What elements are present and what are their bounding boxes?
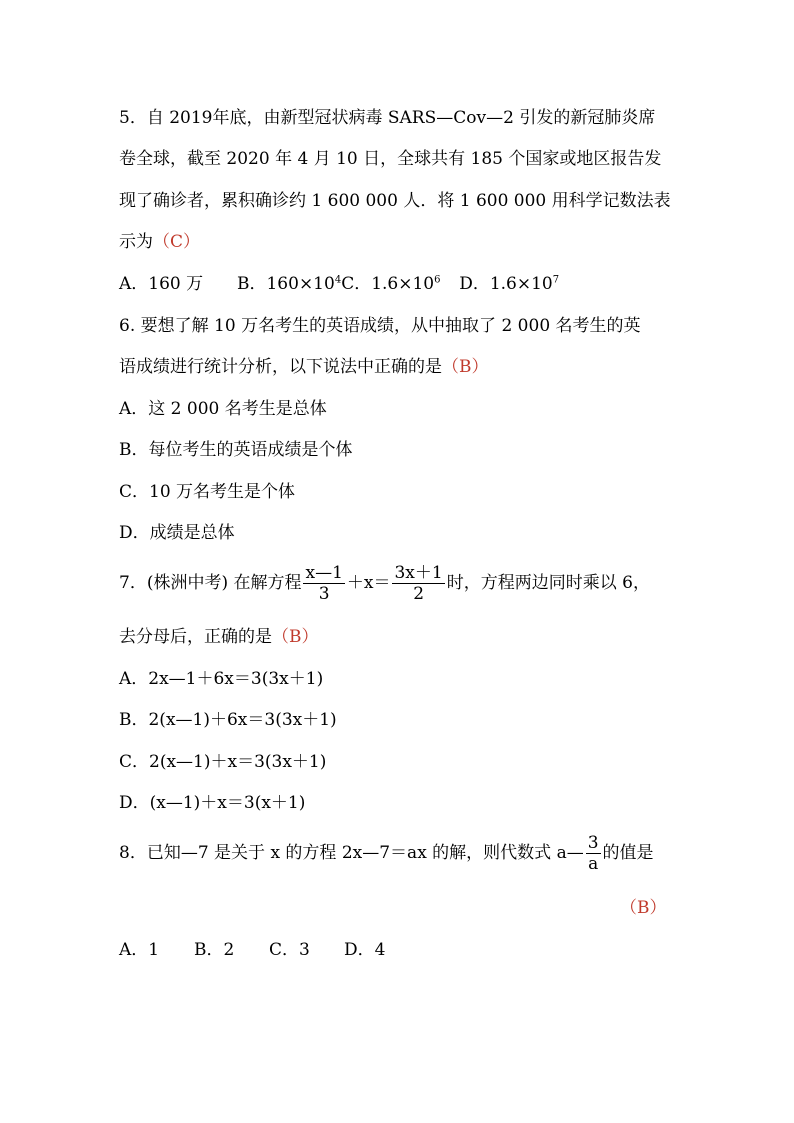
q7-option-b: B．2(x—1)＋6x＝3(3x＋1) <box>119 710 337 730</box>
q6-stem-end: 语成绩进行统计分析，以下说法中正确的是 <box>119 357 442 377</box>
q8-option-d: D．4 <box>344 940 386 960</box>
q8-options <box>119 938 385 962</box>
q7-fraction-2 <box>392 563 444 604</box>
q6-answer: （B） <box>442 357 489 377</box>
q6-option-a: A．这 2 000 名考生是总体 <box>119 399 327 419</box>
q6-line-1: 6. 要想了解 10 万名考生的英语成绩，从中抽取了 2 000 名考生的英 <box>119 316 641 336</box>
q5-option-b-exponent: 4 <box>334 274 342 286</box>
q8-fraction <box>586 833 601 874</box>
q8-option-b: B．2 <box>194 940 235 960</box>
q7-fraction-1-numerator: x—1 <box>305 563 343 583</box>
q5-option-d-base: D．1.6×10 <box>459 274 553 294</box>
q5-option-d-exponent: 7 <box>552 274 560 286</box>
q8-option-c: C．3 <box>269 940 310 960</box>
q5-option-c-exponent: 6 <box>434 274 441 286</box>
q5-option-c-base: C．1.6×10 <box>341 274 435 294</box>
q6-line-2 <box>119 355 489 379</box>
q7-stem-tail: 去分母后，正确的是 <box>119 627 272 647</box>
q8-stem-start: 8．已知—7 是关于 x 的方程 2x—7＝ax 的解，则代数式 a— <box>119 843 584 863</box>
q7-answer: （B） <box>272 627 319 647</box>
q6-option-d: D．成绩是总体 <box>119 523 235 543</box>
q7-option-d: D．(x—1)＋x＝3(x＋1) <box>119 793 306 813</box>
q7-fraction-2-numerator: 3x＋1 <box>394 563 443 583</box>
q7-fraction-1 <box>303 563 344 604</box>
q8-answer: （B） <box>620 898 667 918</box>
q7-stem-end: 时，方程两边同时乘以 6， <box>446 573 650 593</box>
q8-stem-end: 的值是 <box>602 843 654 863</box>
q7-stem-start: 7．(株洲中考) 在解方程 <box>119 573 302 593</box>
q5-answer: （C） <box>153 232 201 252</box>
q5-option-b-base: B．160×10 <box>237 274 335 294</box>
q5-line-3: 现了确诊者，累积确诊约 1 600 000 人．将 1 600 000 用科学记数法表 <box>119 191 671 211</box>
q5-option-a: A．160 万 <box>119 274 204 294</box>
q8-option-a: A．1 <box>119 940 160 960</box>
q7-line-1 <box>119 563 650 604</box>
q5-line-4 <box>119 230 200 254</box>
q6-option-c: C．10 万名考生是个体 <box>119 482 296 502</box>
q5-option-b <box>237 272 341 296</box>
q8-line-1 <box>119 833 654 874</box>
q5-option-d <box>459 272 559 296</box>
q5-option-c <box>341 272 459 296</box>
q7-option-a: A．2x—1＋6x＝3(3x＋1) <box>119 669 324 689</box>
q6-option-b: B．每位考生的英语成绩是个体 <box>119 440 353 460</box>
q8-fraction-denominator: a <box>588 854 599 874</box>
q5-line-1: 5．自 2019年底，由新型冠状病毒 SARS—Cov—2 引发的新冠肺炎席 <box>119 108 656 128</box>
q5-stem-end: 示为 <box>119 232 153 252</box>
q7-fraction-2-denominator: 2 <box>413 584 425 604</box>
q7-fraction-1-denominator: 3 <box>318 584 330 604</box>
q5-line-2: 卷全球，截至 2020 年 4 月 10 日，全球共有 185 个国家或地区报告发 <box>119 149 662 169</box>
q8-fraction-numerator: 3 <box>587 833 599 853</box>
q7-option-c: C．2(x—1)＋x＝3(3x＋1) <box>119 752 327 772</box>
q5-options <box>119 272 559 296</box>
q7-line-2 <box>119 625 319 649</box>
q7-stem-middle: ＋x＝ <box>346 573 391 593</box>
